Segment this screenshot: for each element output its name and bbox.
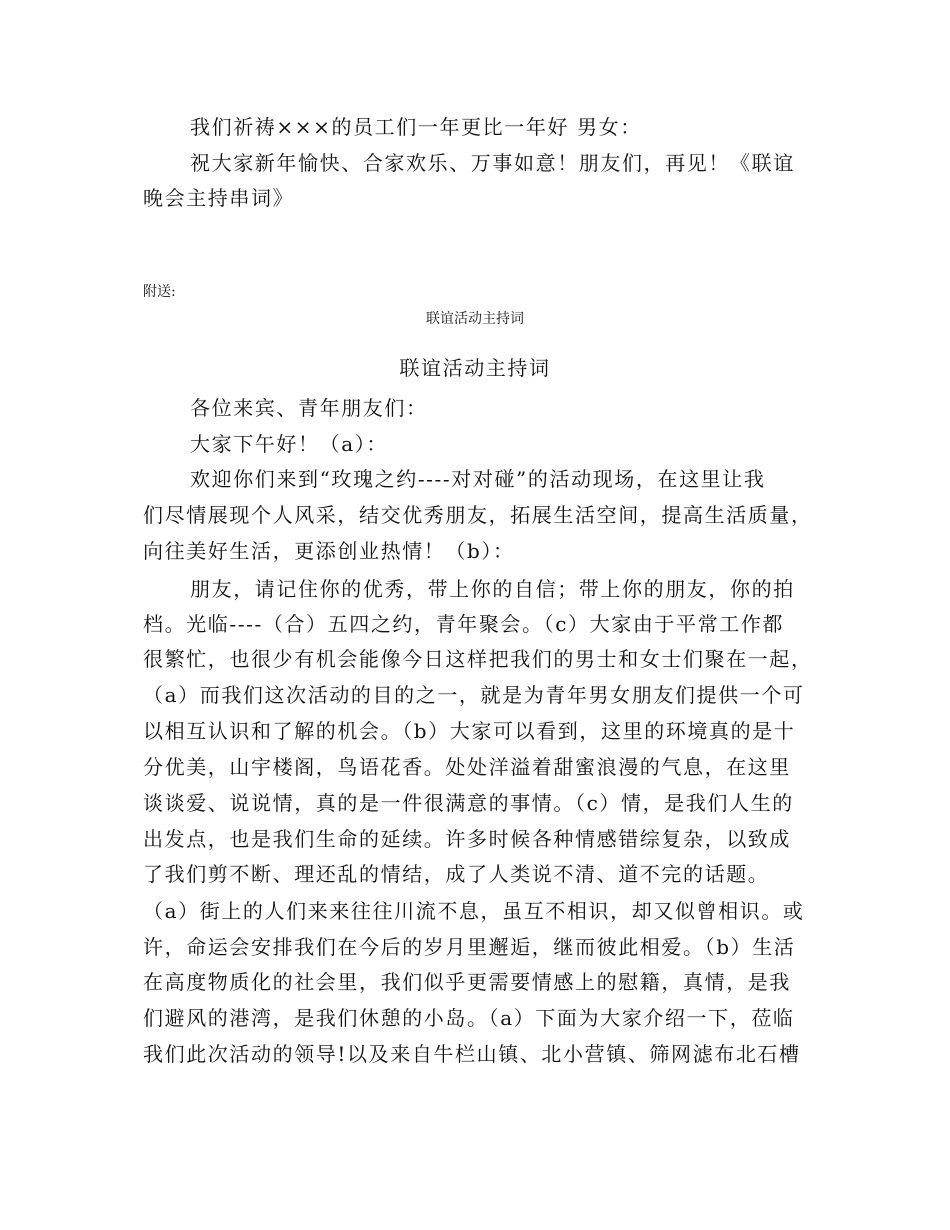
main-title: 联谊活动主持词 bbox=[399, 356, 551, 380]
text-line: 谈谈爱、说说情，真的是一件很满意的事情。（c）情，是我们人生的 bbox=[143, 791, 794, 815]
text-line: 许，命运会安排我们在今后的岁月里邂逅，继而彼此相爱。（b）生活 bbox=[143, 935, 796, 959]
text-line: 分优美，山宇楼阁，鸟语花香。处处洋溢着甜蜜浪漫的气息，在这里 bbox=[143, 755, 791, 779]
text-line: 向往美好生活，更添创业热情！（b）： bbox=[143, 539, 515, 563]
text-line: 祝大家新年愉快、合家欢乐、万事如意！朋友们，再见！《联谊 bbox=[190, 151, 795, 175]
text-line: 们尽情展现个人风采，结交优秀朋友，拓展生活空间，提高生活质量， bbox=[143, 503, 813, 527]
text-line: 很繁忙，也很少有机会能像今日这样把我们的男士和女士们聚在一起， bbox=[143, 647, 813, 671]
text-line: 了我们剪不断、理还乱的情结，成了人类说不清、道不完的话题。 bbox=[143, 862, 770, 886]
text-line: 以相互认识和了解的机会。（b）大家可以看到，这里的环境真的是十 bbox=[143, 719, 796, 743]
text-line: （a）而我们这次活动的目的之一，就是为青年男女朋友们提供一个可 bbox=[143, 683, 805, 707]
text-line: 在高度物质化的社会里，我们似乎更需要情感上的慰籍，真情，是我 bbox=[143, 970, 791, 994]
text-line: 朋友，请记住你的优秀，带上你的自信；带上你的朋友，你的拍 bbox=[190, 577, 795, 601]
text-line: 大家下午好！（a）： bbox=[190, 432, 388, 456]
text-line: 们避风的港湾，是我们休憩的小岛。（a）下面为大家介绍一下，莅临 bbox=[143, 1006, 795, 1030]
section-heading-small: 联谊活动主持词 bbox=[426, 311, 524, 327]
text-line: 出发点，也是我们生命的延续。许多时候各种情感错综复杂，以致成 bbox=[143, 827, 791, 851]
text-line: 各位来宾、青年朋友们： bbox=[190, 396, 428, 420]
attachment-label: 附送: bbox=[143, 284, 176, 300]
text-line: 晚会主持串词》 bbox=[143, 186, 295, 210]
text-line: （a）街上的人们来来往往川流不息，虽互不相识，却又似曾相识。或 bbox=[143, 899, 805, 923]
text-line: 档。光临----（合）五四之约，青年聚会。（c）大家由于平常工作都 bbox=[143, 612, 785, 636]
text-line: 我们此次活动的领导!以及来自牛栏山镇、北小营镇、筛网滤布北石槽 bbox=[143, 1042, 801, 1066]
text-line: 欢迎你们来到“玫瑰之约----对对碰”的活动现场，在这里让我 bbox=[190, 467, 766, 491]
text-line: 我们祈祷×××的员工们一年更比一年好 男女： bbox=[190, 115, 642, 139]
